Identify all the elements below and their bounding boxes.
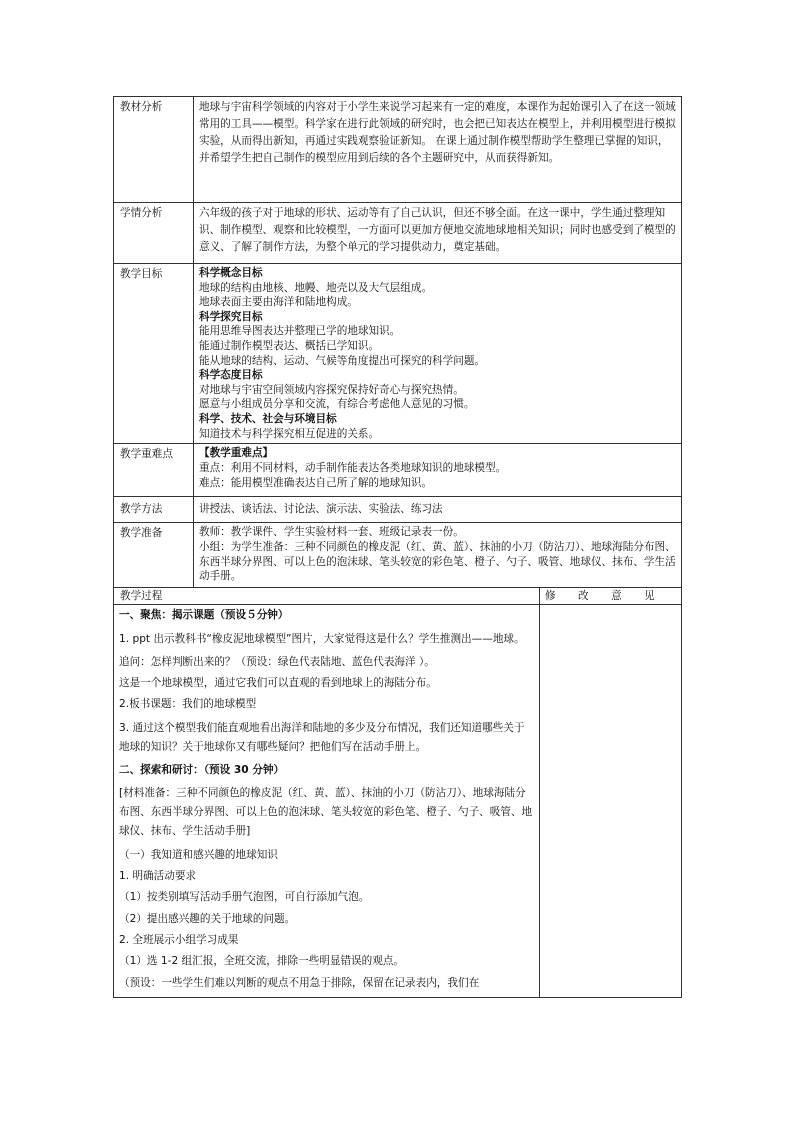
revision-notes-area[interactable] xyxy=(540,605,682,998)
process-paragraph: 2.板书课题：我们的地球模型 xyxy=(119,698,257,711)
textbook-analysis-paragraph: 地球与宇宙科学领域的内容对于小学生来说学习起来有一定的难度，本课作为起始课引入了在这一领域常用的工具——模型。科学家在进行此领域的研究时，也会把已知表达在模型上，并利用模型进行模拟实验，从而得出新知，再通过实践观察验证新知。 在课上通过制作模型帮助学生整理已掌握的知识，并希望学生把自己制作的模型应用到后续的各个主题研究中，从而获得新知。 xyxy=(199,101,676,165)
preparation-teacher: 教师：教学课件、学生实验材料一套、班级记录表一份。 xyxy=(199,526,464,539)
row-process-body xyxy=(114,605,682,998)
process-paragraph: 追问：怎样判断出来的？（预设：绿色代表陆地、蓝色代表海洋 ）。 xyxy=(119,655,435,668)
goal-line: 知道技术与科学探究相互促进的关系。 xyxy=(199,427,380,440)
key-difficult-content xyxy=(194,444,682,497)
row-learner-analysis xyxy=(114,203,682,264)
preparation-group: 小组：为学生准备：三种不同颜色的橡皮泥（红、黄、蓝）、抹油的小刀（防沾刀）、地球海陆分布图、东西半球分界图、可以上色的泡沫球、笔头较宽的彩色笔、橙子、勺子、吸管、地球仪、抹布、学生活动手册。 xyxy=(199,540,676,583)
goal-heading-concept: 科学概念目标 xyxy=(199,267,263,279)
process-paragraph: [材料准备：三种不同颜色的橡皮泥（红、黄、蓝）、抹油的小刀（防沾刀）、地球海陆分布图、东西半球分界图、可以上色的泡沫球、笔头较宽的彩色笔、橙子、勺子、吸管、地球仪、抹布、学生活动手册] xyxy=(119,787,533,838)
process-paragraph: 2. 全班展示小组学习成果 xyxy=(119,933,239,946)
goal-line: 地球的结构由地核、地幔、地壳以及大气层组成。 xyxy=(199,281,433,294)
key-difficult-heading: 【教学重难点】 xyxy=(199,447,274,460)
goal-heading-inquiry: 科学探究目标 xyxy=(199,310,263,323)
process-paragraph: 1. 明确活动要求 xyxy=(119,869,197,882)
process-paragraph: 1. ppt 出示教科书“橡皮泥地球模型”图片，大家觉得这是什么？学生推测出——地球。 xyxy=(119,632,525,645)
goal-heading-sts: 科学、技术、社会与环境目标 xyxy=(199,413,337,426)
label-textbook-analysis: 教材分析 xyxy=(114,97,194,203)
process-paragraph: （1）选 1-2 组汇报，全班交流，排除一些明显错误的观点。 xyxy=(119,955,405,968)
process-paragraph: 3. 通过这个模型我们能直观地看出海洋和陆地的多少及分布情况，我们还知道哪些关于地球的知识？关于地球你又有哪些疑问？把他们写在活动手册上。 xyxy=(119,721,525,753)
teaching-methods-text: 讲授法、谈话法、讨论法、演示法、实验法、练习法 xyxy=(194,497,682,523)
row-textbook-analysis xyxy=(114,97,682,203)
goal-heading-attitude: 科学态度目标 xyxy=(199,369,263,382)
goal-line: 能从地球的结构、运动、气候等角度提出可探究的科学问题。 xyxy=(199,354,486,367)
process-paragraph: （预设：一些学生们难以判断的观点不用急于排除，保留在记录表内，我们在 xyxy=(119,976,480,989)
learner-analysis-paragraph: 六年级的孩子对于地球的形状、运动等有了自己认识，但还不够全面。在这一课中，学生通过整理知识、制作模型、观察和比较模型，一方面可以更加方便地交流地球地相关知识；同时也感受到了模型的意义、了解了制作方法，为整个单元的学习提供动力，奠定基础。 xyxy=(199,207,676,254)
preparation-content xyxy=(194,523,682,587)
row-process-header xyxy=(114,587,682,605)
learner-analysis-text xyxy=(194,203,682,264)
process-paragraph: 这是一个地球模型，通过它我们可以直观的看到地球上的海陆分布。 xyxy=(119,677,437,690)
teaching-process-content xyxy=(114,605,540,998)
goal-line: 对地球与宇宙空间领域内容探究保持好奇心与探究热情。 xyxy=(199,383,464,396)
process-section-2: 二、探索和研讨：（预设 30 分钟） xyxy=(119,763,285,776)
label-teaching-methods: 教学方法 xyxy=(114,497,194,523)
label-teaching-goals: 教学目标 xyxy=(114,264,194,444)
lesson-plan-table xyxy=(113,96,682,998)
difficult-point-line: 难点：能用模型准确表达自己所了解的地球知识。 xyxy=(199,476,433,489)
label-key-difficult-points: 教学重难点 xyxy=(114,444,194,497)
row-key-difficult-points xyxy=(114,444,682,497)
row-preparation xyxy=(114,523,682,587)
process-paragraph: （一）我知道和感兴趣的地球知识 xyxy=(119,848,278,861)
process-paragraph: （1）按类别填写活动手册气泡图，可自行添加气泡。 xyxy=(119,891,370,904)
process-section-1: 一、聚焦：揭示课题（预设５分钟） xyxy=(119,609,289,622)
goal-line: 愿意与小组成员分享和交流，有综合考虑他人意见的习惯。 xyxy=(199,398,475,411)
process-paragraph: （2）提出感兴趣的关于地球的问题。 xyxy=(119,912,296,925)
teaching-goals-content xyxy=(194,264,682,444)
goal-line: 地球表面主要由海洋和陆地构成。 xyxy=(199,296,358,309)
goal-line: 能通过制作模型表达、概括已学知识。 xyxy=(199,340,380,353)
textbook-analysis-text xyxy=(194,97,682,203)
key-point-line: 重点：利用不同材料，动手制作能表达各类地球知识的地球模型。 xyxy=(199,461,507,474)
goal-line: 能用思维导图表达并整理已学的地球知识。 xyxy=(199,325,401,338)
row-teaching-methods xyxy=(114,497,682,523)
row-teaching-goals xyxy=(114,264,682,444)
label-learner-analysis: 学情分析 xyxy=(114,203,194,264)
label-revision-notes: 修 改 意 见 xyxy=(540,587,682,605)
label-teaching-process: 教学过程 xyxy=(114,587,540,605)
label-preparation: 教学准备 xyxy=(114,523,194,587)
